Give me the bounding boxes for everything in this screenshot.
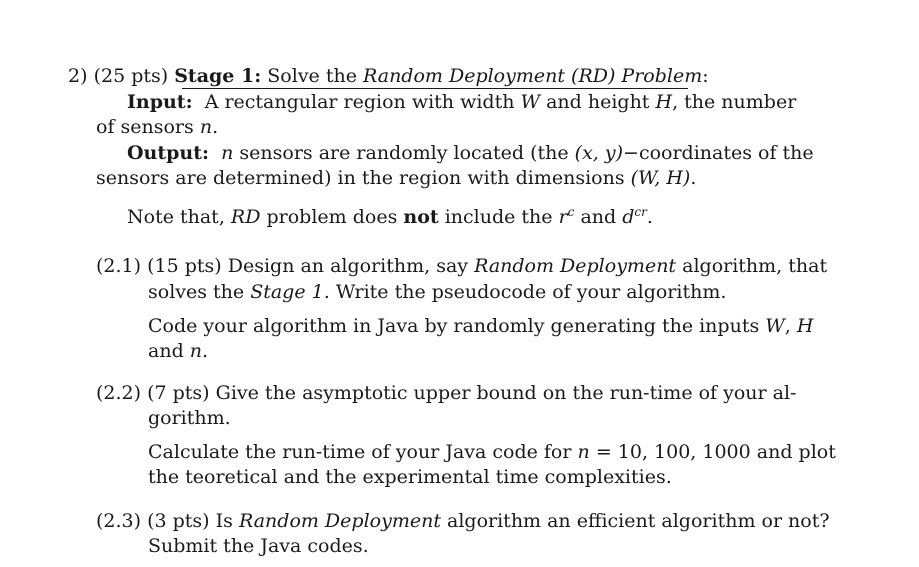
note-text: problem does xyxy=(266,206,398,228)
output-line xyxy=(127,141,814,165)
sub1-line4 xyxy=(148,339,208,363)
sub1-number: (2.1) xyxy=(96,255,142,277)
heading-underline xyxy=(182,88,688,89)
output-label: Output: xyxy=(127,142,210,164)
input-text: , the number xyxy=(672,91,797,113)
sub2-line3 xyxy=(148,440,836,464)
period: . xyxy=(646,206,653,228)
input-text: and height xyxy=(546,91,650,113)
period: . xyxy=(690,167,697,189)
sub3-line1 xyxy=(96,509,830,533)
note-not: not xyxy=(403,206,439,228)
sub3-text: Is xyxy=(215,510,233,532)
var-H: H xyxy=(655,91,673,113)
sub1-line1 xyxy=(96,254,827,278)
sub2-text: and plot xyxy=(756,441,836,463)
sub2-line4 xyxy=(148,465,672,489)
note-rd: RD xyxy=(230,206,261,228)
sub1-line3 xyxy=(148,314,813,338)
sub2-text: Give the asymptotic upper bound on the run-time of your al- xyxy=(215,382,797,404)
input-text: A rectangular region with width xyxy=(204,91,515,113)
sub1-text: solves the xyxy=(148,281,245,303)
var-W: W xyxy=(765,315,785,337)
output-text: sensors are determined) in the region with dimensions xyxy=(96,167,625,189)
input-line-cont xyxy=(96,115,218,139)
note-text: include the xyxy=(444,206,553,228)
var-n: n xyxy=(189,340,203,362)
note-line xyxy=(127,205,653,229)
var-n: n xyxy=(577,441,590,463)
sub1-text: Design an algorithm, say xyxy=(227,255,469,277)
sub1-text: Code your algorithm in Java by randomly generating the inputs xyxy=(148,315,760,337)
input-label: Input: xyxy=(127,91,193,113)
output-text: −coordinates of the xyxy=(623,142,814,164)
sub1-stage: Stage 1. xyxy=(250,281,330,303)
var-r: $r^c$ xyxy=(558,205,575,228)
problem-name: Random Deployment (RD) Problem xyxy=(363,65,703,87)
sub1-alg: Random Deployment xyxy=(474,255,677,277)
sub3-text: algorithm an efficient algorithm or not? xyxy=(447,510,830,532)
problem-points: (25 pts) xyxy=(93,65,169,87)
var-WH: (W, H) xyxy=(630,167,691,189)
sub3-number: (2.3) xyxy=(96,510,142,532)
var-xy: (x, y) xyxy=(574,142,624,164)
sub3-text: Submit the Java codes. xyxy=(148,535,369,557)
period: . xyxy=(212,116,219,138)
input-text: of sensors xyxy=(96,116,194,138)
comma: , xyxy=(784,315,791,337)
var-d: $d^{cr}$ xyxy=(622,205,647,228)
var-n: n xyxy=(221,142,234,164)
note-text: and xyxy=(580,206,617,228)
sub1-line2 xyxy=(148,280,726,304)
output-text: sensors are randomly located (the xyxy=(239,142,569,164)
note-text: Note that, xyxy=(127,206,225,228)
input-line xyxy=(127,90,796,114)
heading-text: Solve the xyxy=(267,65,357,87)
var-H: H xyxy=(796,315,814,337)
output-line-cont xyxy=(96,166,696,190)
sub3-points: (3 pts) xyxy=(147,510,210,532)
sub3-line2 xyxy=(148,534,369,558)
period: . xyxy=(202,340,209,362)
sub1-points: (15 pts) xyxy=(147,255,222,277)
sub2-points: (7 pts) xyxy=(147,382,210,404)
sub1-text: Write the pseudocode of your algorithm. xyxy=(335,281,727,303)
sub1-text: algorithm, that xyxy=(682,255,828,277)
sub1-text: and xyxy=(148,340,184,362)
var-W: W xyxy=(520,91,541,113)
problem-number: 2) xyxy=(68,65,88,87)
problem-heading xyxy=(68,64,709,88)
sub2-text: gorithm. xyxy=(148,407,231,429)
sub2-line1 xyxy=(96,381,796,405)
heading-colon: : xyxy=(702,65,709,87)
var-n: n xyxy=(199,116,213,138)
sub2-text: the teoretical and the experimental time complexities. xyxy=(148,466,672,488)
sub2-line2 xyxy=(148,406,231,430)
sub2-text: Calculate the run-time of your Java code for xyxy=(148,441,572,463)
stage-label: Stage 1: xyxy=(174,65,262,87)
sub2-number: (2.2) xyxy=(96,382,142,404)
sub3-alg: Random Deployment xyxy=(238,510,441,532)
sub2-values: = 10, 100, 1000 xyxy=(595,441,751,463)
